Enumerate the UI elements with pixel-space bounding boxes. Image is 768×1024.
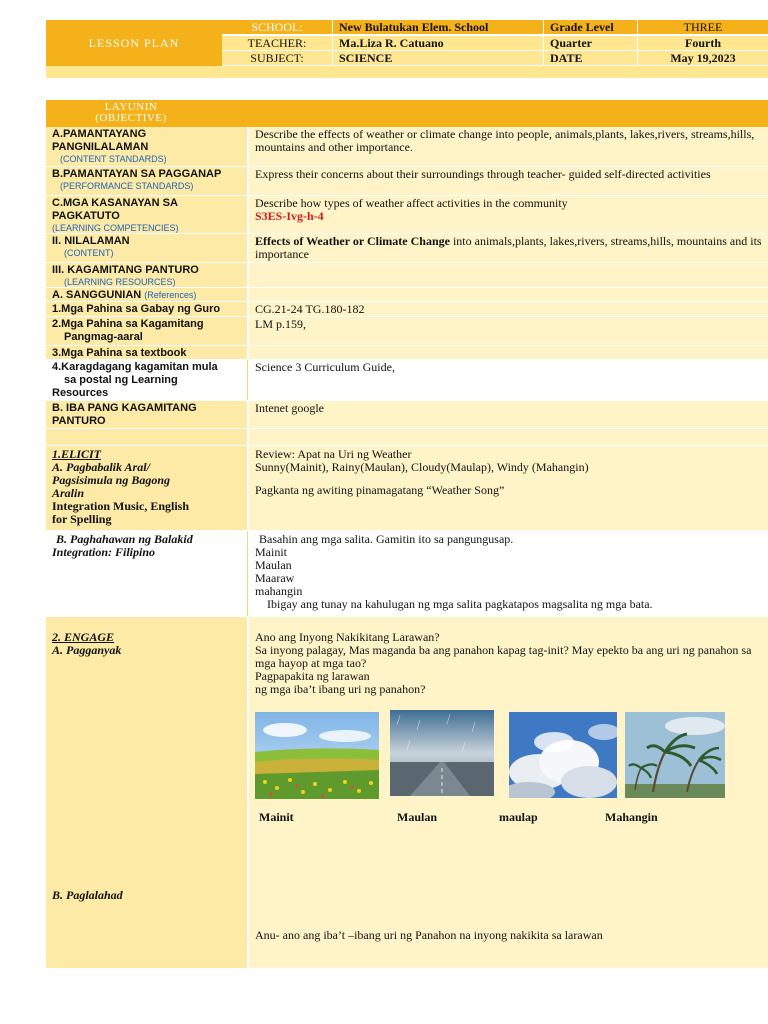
performance-standards-label: B.PAMANTAYAN SA PAGGANAP (PERFORMANCE STANDARDS)	[46, 167, 248, 195]
rainy-road-image	[390, 710, 494, 796]
unlocking-value: Basahin ang mga salita. Gamitin ito sa pangungusap. Mainit Maulan Maaraw mahangin Ibigay ang tunay na kahulugan ng mga salita pagkatapos magsalita ng mga bata.	[249, 531, 768, 616]
references-value	[249, 288, 768, 301]
learning-resources-value	[249, 263, 768, 287]
objective-title: LAYUNIN (OBJECTIVE)	[95, 101, 167, 124]
objective-header	[46, 100, 768, 127]
lesson-plan-title: LESSON PLAN	[46, 20, 222, 66]
additional-materials-value: Science 3 Curriculum Guide,	[249, 360, 768, 400]
weather-types-text: Sunny(Mainit), Rainy(Maulan), Cloudy(Maulap), Windy (Mahangin)	[255, 460, 589, 474]
presentation-label: B. Paglalahad	[52, 888, 123, 902]
engage-label: 2. ENGAGE A. Pagganyak B. Paglalahad	[46, 617, 248, 968]
lesson-plan-header	[46, 20, 768, 80]
row-other-materials	[46, 401, 768, 429]
row-spacer	[46, 429, 768, 446]
row-engage	[46, 617, 768, 969]
quarter-label: Quarter	[544, 36, 637, 50]
row-content-standards	[46, 127, 768, 167]
date-label: DATE	[544, 51, 637, 65]
caption-maulap: maulap	[499, 810, 538, 824]
word-4: mahangin	[255, 584, 303, 598]
teacher-guide-label: 1.Mga Pahina sa Gabay ng Guro	[46, 302, 248, 316]
elicit-value	[249, 446, 768, 530]
windy-palms-image	[625, 712, 725, 798]
school-label: SCHOOL:	[222, 20, 332, 34]
row-competencies	[46, 196, 768, 234]
content-standards-label: A.PAMANTAYANG PANGNILALAMAN (CONTENT STANDARDS)	[46, 127, 248, 166]
learner-materials-label: 2.Mga Pahina sa Kagamitang Pangmag-aaral	[46, 317, 248, 345]
competencies-value: Describe how types of weather affect activities in the community S3ES-Ivg-h-4	[249, 196, 768, 233]
other-materials-label: B. IBA PANG KAGAMITANG PANTURO	[46, 401, 248, 428]
competencies-label: C.MGA KASANAYAN SA PAGKATUTO (LEARNING COMPETENCIES)	[46, 196, 248, 233]
quarter-value: Fourth	[638, 36, 768, 50]
references-label: A. SANGGUNIAN (References)	[46, 288, 248, 301]
row-teacher-guide	[46, 302, 768, 317]
row-learning-resources	[46, 263, 768, 288]
learner-materials-value: LM p.159,	[249, 317, 768, 345]
row-references	[46, 288, 768, 302]
other-materials-value: Intenet google	[249, 401, 768, 428]
content-label: II. NILALAMAN (CONTENT)	[46, 234, 248, 262]
word-3: Maaraw	[255, 571, 295, 585]
elicit-label: 1.ELICIT A. Pagbabalik Aral/ Pagsisimula ng Bagong Aralin Integration Music, English for Spelling	[46, 446, 248, 530]
caption-maulan: Maulan	[397, 810, 438, 824]
subject-value: SCIENCE	[333, 51, 543, 65]
teacher-label: TEACHER:	[222, 36, 332, 50]
grade-label: Grade Level	[544, 20, 637, 34]
row-learner-materials	[46, 317, 768, 346]
row-unlocking-difficulties	[46, 531, 768, 617]
engage-value: Ano ang Inyong Nakikitang Larawan? Sa inyong palagay, Mas maganda ba ang panahon kapag tag-init? May epekto ba ang uri ng panahon sa mga hayop at mga tao? Pagpapakita ng larawan ng mga iba’t ibang uri ng panahon? Mainit Maulan maulap Mahangin Anu- ano ang iba’t –ibang uri ng Panahon na inyong nakikita sa larawan	[249, 617, 768, 968]
row-elicit	[46, 446, 768, 531]
additional-materials-label: 4.Karagdagang kagamitan mula sa postal ng Learning Resources	[46, 360, 248, 400]
presentation-question: Anu- ano ang iba’t –ibang uri ng Panahon na inyong nakikita sa larawan	[255, 928, 603, 942]
row-content	[46, 234, 768, 263]
date-value: May 19,2023	[638, 51, 768, 65]
row-performance-standards	[46, 167, 768, 196]
sunny-field-image	[255, 712, 379, 799]
teacher-guide-value: CG.21-24 TG.180-182	[249, 302, 768, 316]
review-text: Review: Apat na Uri ng Weather	[255, 447, 412, 461]
row-textbook	[46, 346, 768, 360]
unlocking-label: B. Paghahawan ng Balakid Integration: Filipino	[46, 531, 248, 616]
row-additional-materials	[46, 360, 768, 401]
school-value: New Bulatukan Elem. School	[333, 20, 543, 34]
competency-code: S3ES-Ivg-h-4	[255, 209, 324, 223]
performance-standards-value: Express their concerns about their surroundings through teacher- guided self-directed activities	[249, 167, 768, 195]
song-text: Pagkanta ng awiting pinamagatang “Weather Song”	[255, 483, 505, 497]
word-2: Maulan	[255, 558, 292, 572]
word-1: Mainit	[255, 545, 287, 559]
teacher-value: Ma.Liza R. Catuano	[333, 36, 543, 50]
header-bottom-bar	[46, 66, 768, 78]
content-standards-value: Describe the effects of weather or climate change into people, animals,plants, lakes,rivers, streams,hills, mountains and other importance.	[249, 127, 768, 166]
grade-value: THREE	[638, 20, 768, 34]
caption-mainit: Mainit	[259, 810, 294, 824]
caption-mahangin: Mahangin	[605, 810, 658, 824]
textbook-value	[249, 346, 768, 359]
textbook-label: 3.Mga Pahina sa textbook	[46, 346, 248, 359]
content-value: Effects of Weather or Climate Change into animals,plants, lakes,rivers, streams,hills, mountains and its importance	[249, 234, 768, 262]
subject-label: SUBJECT:	[222, 51, 332, 65]
cloudy-sky-image	[509, 712, 617, 798]
learning-resources-label: III. KAGAMITANG PANTURO (LEARNING RESOURCES)	[46, 263, 248, 287]
